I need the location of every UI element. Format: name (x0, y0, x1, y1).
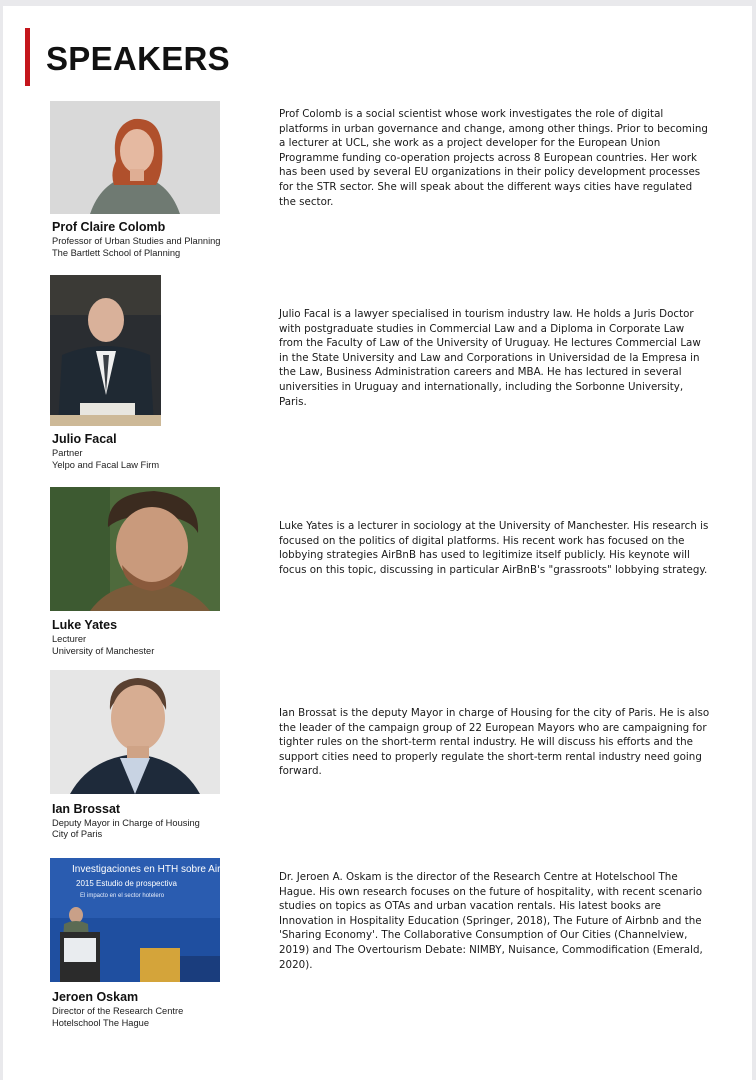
speaker-organization: City of Paris (52, 829, 103, 839)
speaker-organization: The Bartlett School of Planning (52, 248, 181, 258)
page-title: SPEAKERS (46, 40, 230, 77)
slide-line-2: El impacto en el sector hotelero (80, 893, 165, 899)
speaker-photo-jeroen-oskam (50, 858, 238, 982)
speaker-role: Professor of Urban Studies and Planning (52, 236, 221, 246)
speaker-name: Luke Yates (52, 618, 118, 632)
speaker-bio: Ian Brossat is the deputy Mayor in charge of Housing for the city of Paris. He is also the leader of the campaign group of 22 European Mayors who are campaigning for tighter rules on the short-term rental industry. He will discuss his efforts and the support cities need to properly regulate the short-term rental industry need going forward. (279, 707, 710, 778)
speaker-role: Lecturer (52, 634, 87, 644)
speaker-photo-luke-yates (50, 487, 220, 611)
speaker-bio: Prof Colomb is a social scientist whose work investigates the role of digital platforms in urban governance and change, among other things. Prior to becoming a lecturer at UCL, she work as a project developer for the European Union Programme funding co-operation projects across 8 European countries. Her work has been used by several EU organizations in their policy development processes for the STR sector. She will speak about the different ways cities have regulated the sector. (279, 108, 708, 208)
slide-headline: Investigaciones en HTH sobre Airbnb (72, 864, 238, 875)
speaker-bio: Julio Facal is a lawyer specialised in tourism industry law. He holds a Juris Doctor with postgraduate studies in Commercial Law and a Diploma in Corporate Law from the Faculty of Law of the University of Uruguay. He lectures Commercial Law in the State University and Law and Corporations in Universidad de la Empresa in the Law, Business Administration careers and MBA. He has lectured in several universities in Uruguay and internationally, including the Sorbonne University, Paris. (279, 308, 701, 408)
speaker-photo-ian-brossat (50, 670, 220, 794)
speaker-name: Julio Facal (52, 432, 117, 446)
speaker-organization: Hotelschool The Hague (52, 1018, 149, 1028)
title-accent-bar (25, 28, 30, 86)
speaker-role: Director of the Research Centre (52, 1006, 184, 1016)
speaker-bio: Luke Yates is a lecturer in sociology at the University of Manchester. His research is focused on the politics of digital platforms. His recent work has focused on the lobbying strategies AirBnB has used to legitimize itself publicly. His keynote will focus on this topic, discussing in particular AirBnB's "grassroots" lobbying strategy. (279, 520, 709, 576)
speaker-photo-claire-colomb (50, 101, 220, 214)
speaker-role: Deputy Mayor in Charge of Housing (52, 818, 200, 828)
speaker-name: Ian Brossat (52, 802, 121, 816)
slide-line-1: 2015 Estudio de prospectiva (76, 879, 177, 888)
document-page (3, 6, 752, 1080)
speaker-name: Prof Claire Colomb (52, 220, 166, 234)
speaker-role: Partner (52, 448, 83, 458)
speaker-name: Jeroen Oskam (52, 990, 139, 1004)
speaker-photo-julio-facal (50, 275, 161, 426)
speaker-organization: University of Manchester (52, 646, 155, 656)
speaker-bio: Dr. Jeroen A. Oskam is the director of the Research Centre at Hotelschool The Hague. His own research focuses on the future of hospitality, with recent scenario studies on topics as OTAs and urban vacation rentals. His latest books are Innovation in Hospitality Education (Springer, 2018), The Future of Airbnb and the 'Sharing Economy'. The Collaborative Consumption of Our Cities (Channelview, 2019) and The Overtourism Debate: NIMBY, Nuisance, Commodification (Emerald, 2020). (279, 871, 703, 971)
speaker-organization: Yelpo and Facal Law Firm (52, 460, 160, 470)
